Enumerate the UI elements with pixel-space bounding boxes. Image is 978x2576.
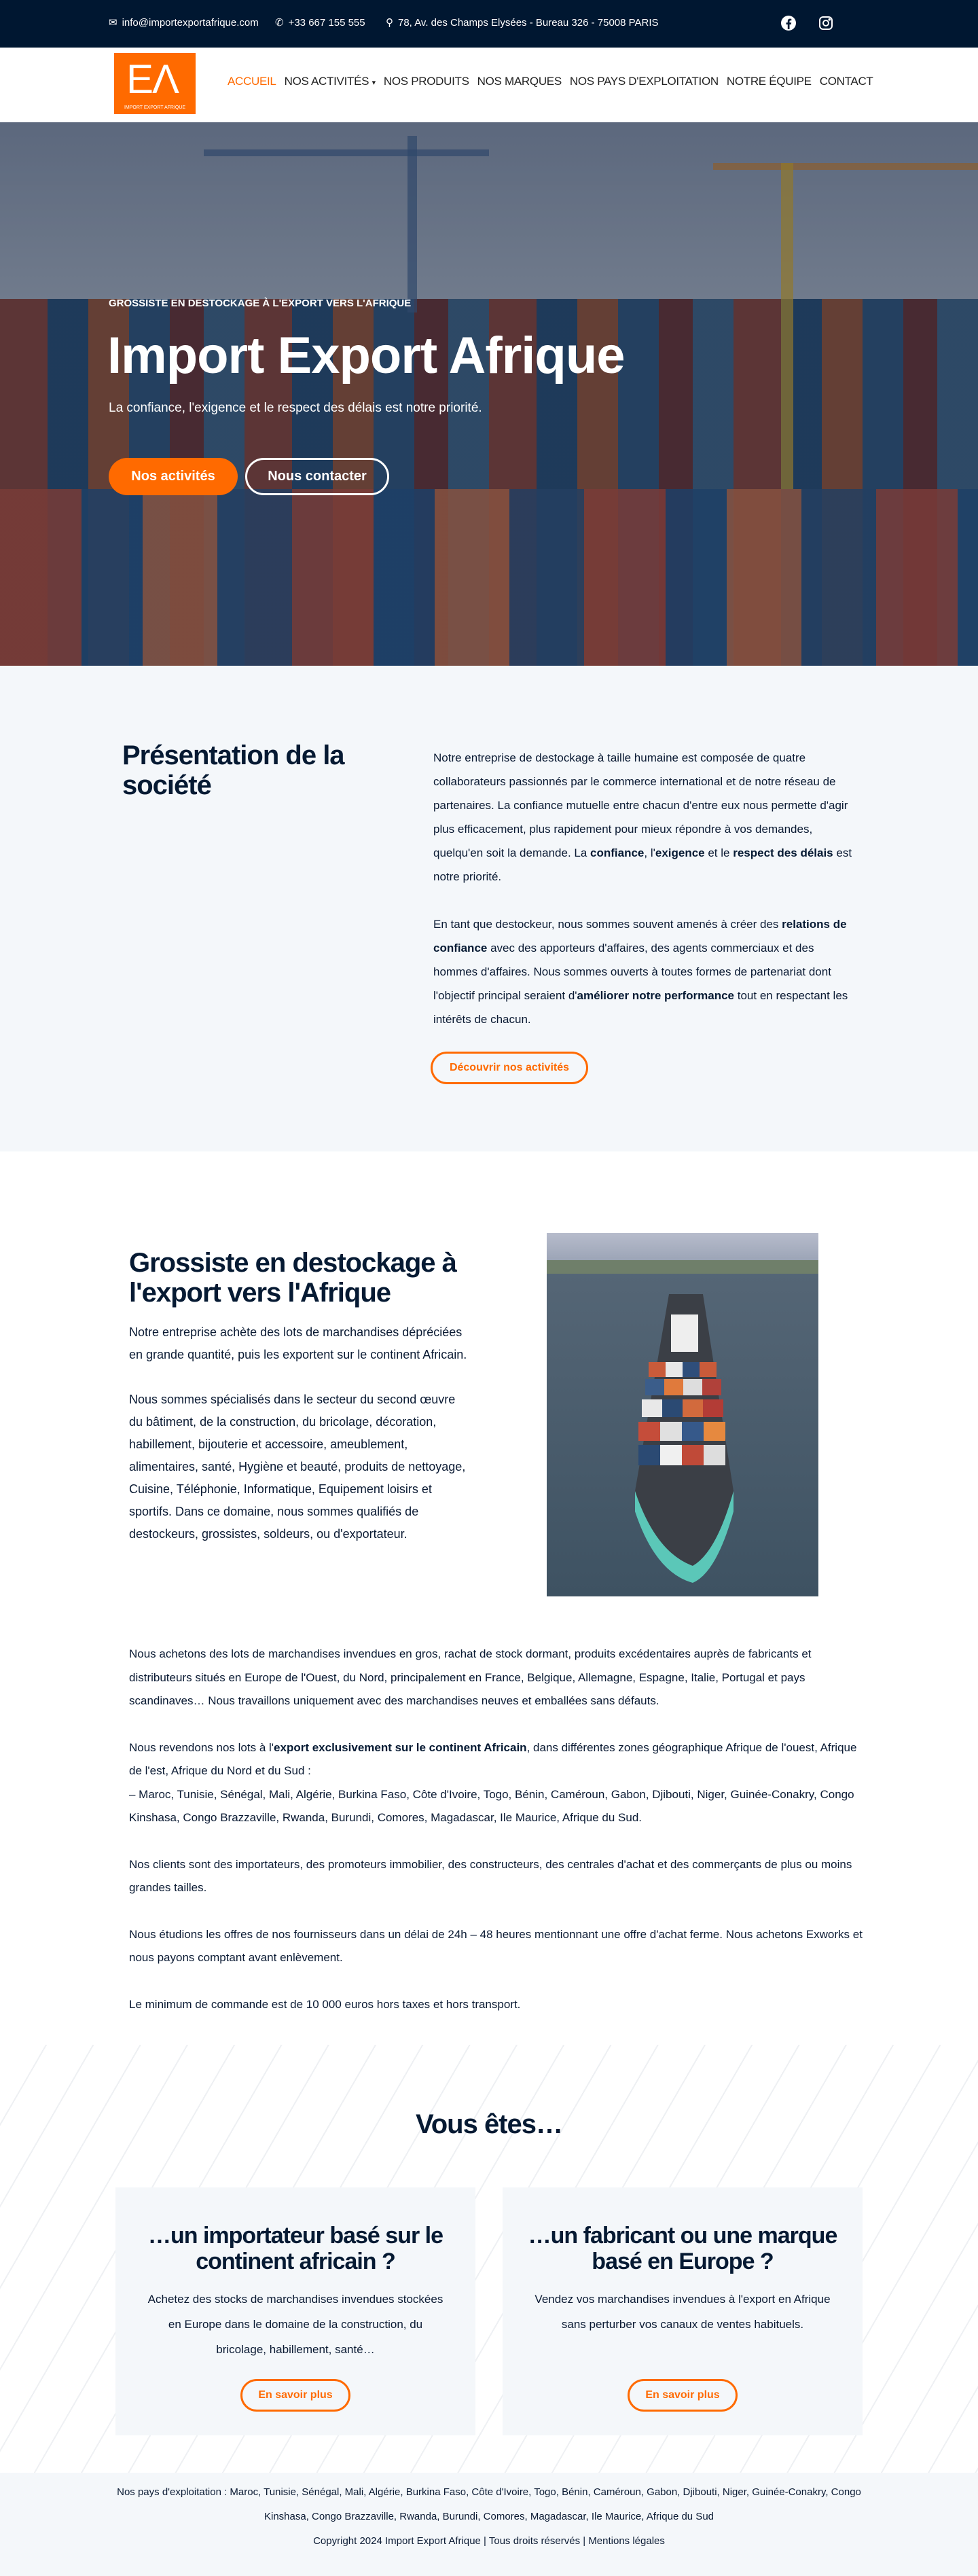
grossiste-p5: Nos clients sont des importateurs, des promoteurs immobilier, des constructeurs, des centrales d'achat et des commerçants de plus ou moins grandes tailles.	[129, 1857, 852, 1894]
footer-countries: Nos pays d'exploitation : Maroc, Tunisie, Sénégal, Mali, Algérie, Burkina Faso, Côte d'Ivoire, Togo, Bénin, Caméroun, Gabon, Djibouti, Niger, Guinée-Conakry, Congo Kinshasa, Congo Brazzaville, Rwanda, Burundi, Comores, Magadascar, Ile Maurice, Afrique du Sud	[117, 2486, 861, 2522]
grossiste-p7: Le minimum de commande est de 10 000 euros hors taxes et hors transport.	[129, 1997, 521, 2011]
hero-title: Import Export Afrique	[107, 327, 625, 384]
presentation-text: Notre entreprise de destockage à taille humaine est composée de quatre collaborateurs passionnés par le commerce international et de notre réseau de partenaires. La confiance mutuelle entre chacun d'entre eux nous permette d'agir plus efficacement, plus rapidement pour mieux répondre à vos demandes, quelqu'en soit la demande. La confiance, l'exigence et le respect des délais est notre priorité. En tant que destockeur, nous sommes souvent amenés à créer des relations de confiance avec des apporteurs d'affaires, des agents commerciaux et des hommes d'affaires. Nous sommes ouverts à toutes formes de partenariat dont l'objectif principal seraient d'améliorer notre performance tout en respectant les intérêts de chacun.	[433, 751, 852, 1026]
card-title: …un importateur basé sur le continent africain ?	[148, 2223, 443, 2274]
nav-accueil[interactable]: ACCUEIL	[228, 75, 276, 88]
card-title: …un fabricant ou une marque basé en Europe ?	[528, 2223, 837, 2274]
grossiste-p1: Notre entreprise achète des lots de marchandises dépréciées en grande quantité, puis les exportent sur le continent Africain.	[129, 1325, 467, 1361]
grossiste-p6: Nous étudions les offres de nos fournisseurs dans un délai de 24h – 48 heures mentionnant une offre d'achat ferme. Nous achetons Exworks et nous payons comptant avant enlèvement.	[129, 1927, 863, 1964]
main-nav	[228, 75, 873, 88]
envelope-icon: ✉	[109, 17, 117, 29]
vous-etes-heading: Vous êtes…	[416, 2109, 562, 2139]
contact-phone[interactable]: ✆ +33 667 155 555	[275, 16, 365, 29]
nav-contact[interactable]: CONTACT	[819, 75, 873, 88]
decouvrir-activites-button[interactable]: Découvrir nos activités	[431, 1052, 588, 1084]
nav-activites[interactable]: NOS ACTIVITÉS ▾	[284, 75, 376, 88]
grossiste-p3: Nous achetons des lots de marchandises invendues en gros, rachat de stock dormant, produits excédentaires auprès de fabricants et distributeurs situés en Europe de l'Ouest, du Nord, principalement en France, Belgique, Allemagne, Espagne, Italie, Portugal et pays scandinaves… Nous travaillons uniquement avec des marchandises neuves et emballées sans défauts.	[129, 1647, 812, 1707]
vous-etes-section	[0, 2045, 978, 2473]
en-savoir-plus-button[interactable]: En savoir plus	[240, 2379, 350, 2412]
facebook-icon[interactable]	[779, 14, 798, 33]
presentation-section	[0, 666, 978, 1151]
map-pin-icon: ⚲	[386, 17, 393, 29]
logo[interactable]: EΛ IMPORT EXPORT AFRIQUE	[114, 53, 196, 114]
grossiste-heading: Grossiste en destockage à l'export vers l'Afrique	[129, 1248, 456, 1308]
nav-produits[interactable]: NOS PRODUITS	[383, 75, 469, 88]
footer-copyright: Copyright 2024 Import Export Afrique | Tous droits réservés | Mentions légales	[313, 2535, 665, 2547]
phone-icon: ✆	[275, 17, 284, 29]
top-bar	[0, 0, 978, 48]
footer	[0, 2473, 978, 2576]
site-header	[0, 48, 978, 122]
en-savoir-plus-button[interactable]: En savoir plus	[628, 2379, 738, 2412]
contact-address: ⚲ 78, Av. des Champs Elysées - Bureau 326 - 75008 PARIS	[386, 16, 659, 29]
nos-activites-button[interactable]: Nos activités	[109, 458, 238, 495]
chevron-down-icon: ▾	[372, 79, 376, 87]
grossiste-p4: Nous revendons nos lots à l'export exclusivement sur le continent Africain, dans différentes zones géographique Afrique de l'ouest, Afrique de l'est, Afrique du Nord et du Sud : – Maroc, Tunisie, Sénégal, Mali, Algérie, Burkina Faso, Côte d'Ivoire, Togo, Bénin, Caméroun, Gabon, Djibouti, Niger, Guinée-Conakry, Congo Kinshasa, Congo Brazzaville, Rwanda, Burundi, Comores, Magadascar, Ile Maurice, Afrique du Sud.	[129, 1740, 857, 1824]
mentions-legales-link[interactable]: Mentions légales	[588, 2535, 665, 2547]
card-text: Vendez vos marchandises invendues à l'export en Afrique sans perturber vos canaux de ventes habituels.	[535, 2293, 831, 2331]
grossiste-section	[0, 1151, 978, 2045]
contact-email[interactable]: ✉ info@importexportafrique.com	[109, 16, 259, 29]
hero-tagline: La confiance, l'exigence et le respect des délais est notre priorité.	[109, 401, 482, 415]
cargo-ship-image	[547, 1233, 818, 1596]
importer-card	[115, 2187, 475, 2435]
manufacturer-card	[503, 2187, 863, 2435]
hero	[0, 122, 978, 666]
presentation-heading: Présentation de la société	[122, 740, 344, 800]
hero-kicker: GROSSISTE EN DESTOCKAGE À L'EXPORT VERS L'AFRIQUE	[109, 298, 412, 309]
instagram-icon[interactable]	[816, 14, 835, 33]
nav-pays[interactable]: NOS PAYS D'EXPLOITATION	[569, 75, 719, 88]
card-text: Achetez des stocks de marchandises invendues stockées en Europe dans le domaine de la construction, du bricolage, habillement, santé…	[147, 2293, 443, 2356]
nav-marques[interactable]: NOS MARQUES	[477, 75, 562, 88]
nous-contacter-button[interactable]: Nous contacter	[245, 458, 389, 495]
grossiste-p2: Nous sommes spécialisés dans le secteur du second œuvre du bâtiment, de la construction, du bricolage, décoration, habillement, bijouterie et accessoire, ameublement, alimentaires, santé, Hygiène et beauté, produits de nettoyage, Cuisine, Téléphonie, Informatique, Equipement loisirs et sportifs. Dans ce domaine, nous sommes qualifiés de destockeurs, grossistes, soldeurs, ou d'exportateur.	[129, 1393, 466, 1541]
nav-equipe[interactable]: NOTRE ÉQUIPE	[726, 75, 812, 88]
